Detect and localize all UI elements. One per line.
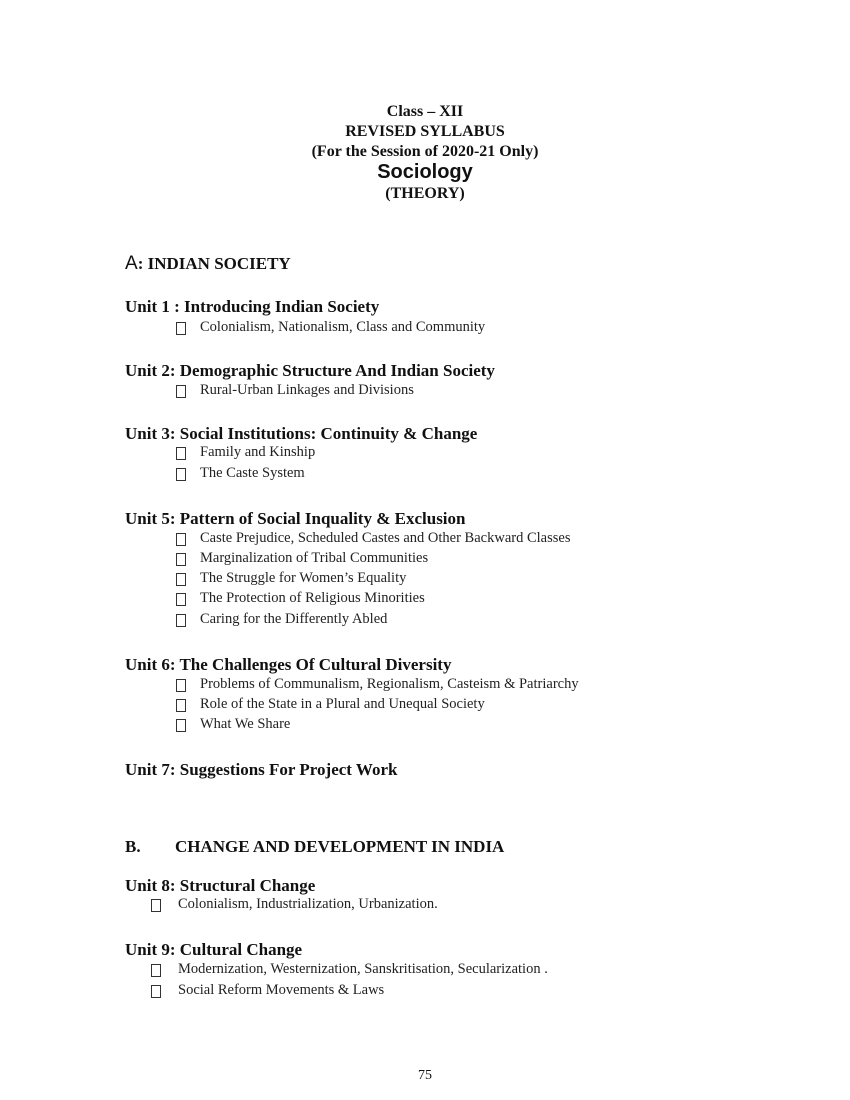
page-number: 75 (418, 1068, 432, 1083)
bullet-box-icon (176, 533, 186, 546)
syllabus-topic: Social Reform Movements & Laws (178, 982, 385, 998)
syllabus-topic: What We Share (200, 716, 291, 732)
bullet-box-icon (176, 573, 186, 586)
bullet-box-icon (151, 985, 161, 998)
session-heading: (For the Session of 2020-21 Only) (311, 143, 539, 160)
paper-heading: (THEORY) (385, 185, 465, 202)
bullet-box-icon (176, 614, 186, 627)
syllabus-topic: Role of the State in a Plural and Unequal Society (200, 696, 485, 712)
section-a-heading (125, 254, 291, 273)
syllabus-topic: Caste Prejudice, Scheduled Castes and Other Backward Classes (200, 530, 571, 546)
syllabus-topic: Modernization, Westernization, Sanskritisation, Secularization . (178, 961, 548, 977)
syllabus-topic: Marginalization of Tribal Communities (200, 550, 429, 566)
syllabus-topic: The Struggle for Women’s Equality (200, 570, 407, 586)
syllabus-heading: REVISED SYLLABUS (345, 123, 505, 140)
section-a-letter: A (125, 253, 138, 274)
unit-heading: Unit 7: Suggestions For Project Work (125, 760, 398, 779)
bullet-box-icon (176, 322, 186, 335)
unit-heading: Unit 6: The Challenges Of Cultural Diversity (125, 655, 452, 674)
bullet-box-icon (176, 719, 186, 732)
unit-heading: Unit 5: Pattern of Social Inquality & Exclusion (125, 509, 466, 528)
unit-heading: Unit 9: Cultural Change (125, 940, 303, 959)
bullet-box-icon (176, 468, 186, 481)
syllabus-topic: Rural-Urban Linkages and Divisions (200, 382, 414, 398)
syllabus-topic: Problems of Communalism, Regionalism, Casteism & Patriarchy (200, 676, 579, 692)
bullet-box-icon (176, 593, 186, 606)
subject-heading: Sociology (377, 161, 473, 183)
syllabus-topic: Colonialism, Nationalism, Class and Community (200, 319, 486, 335)
syllabus-topic: The Caste System (200, 465, 305, 481)
bullet-box-icon (176, 699, 186, 712)
section-b-letter: B. (125, 837, 141, 856)
bullet-box-icon (151, 899, 161, 912)
bullet-box-icon (176, 553, 186, 566)
class-heading: Class – XII (386, 103, 464, 120)
bullet-box-icon (151, 964, 161, 977)
syllabus-topic: Colonialism, Industrialization, Urbanization. (178, 896, 438, 912)
bullet-box-icon (176, 385, 186, 398)
unit-heading: Unit 3: Social Institutions: Continuity & Change (125, 424, 478, 443)
bullet-box-icon (176, 679, 186, 692)
section-a-title: : INDIAN SOCIETY (137, 254, 291, 273)
unit-heading: Unit 8: Structural Change (125, 876, 316, 895)
bullet-box-icon (176, 447, 186, 460)
syllabus-topic: The Protection of Religious Minorities (200, 590, 425, 606)
unit-heading: Unit 1 : Introducing Indian Society (125, 297, 380, 316)
syllabus-topic: Caring for the Differently Abled (200, 611, 388, 627)
unit-heading: Unit 2: Demographic Structure And Indian Society (125, 361, 495, 380)
syllabus-topic: Family and Kinship (200, 444, 316, 460)
section-b-title: CHANGE AND DEVELOPMENT IN INDIA (175, 837, 505, 856)
